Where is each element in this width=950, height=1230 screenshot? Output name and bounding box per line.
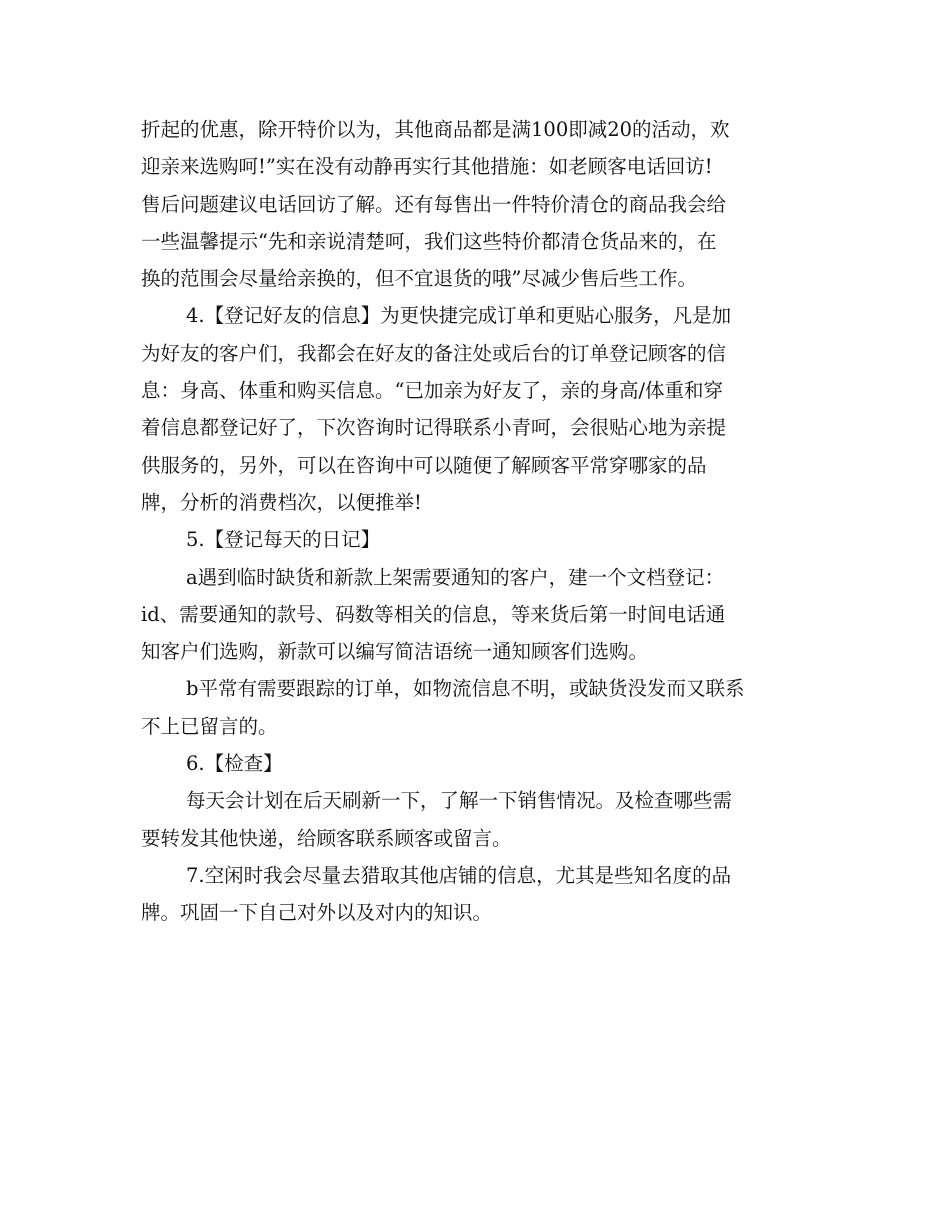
text-line: 折起的优惠，除开特价以为，其他商品都是满100即减20的活动，欢: [141, 118, 730, 141]
text-line: id、需要通知的款号、码数等相关的信息，等来货后第一时间电话通: [141, 602, 726, 626]
text-line: 牌，分析的消费档次，以便推举!: [141, 490, 422, 514]
document-body: [141, 111, 816, 932]
text-line: 知客户们选购，新款可以编写简洁语统一通知顾客们选购。: [141, 640, 649, 664]
section-5-heading: 5.【登记每天的日记】: [186, 528, 381, 552]
text-line: 供服务的，另外，可以在咨询中可以随便了解顾客平常穿哪家的品: [141, 453, 707, 477]
text-line: 要转发其他快递，给顾客联系顾客或留言。: [141, 826, 512, 850]
section-6-body-line: 每天会计划在后天刷新一下，了解一下销售情况。及检查哪些需: [186, 789, 733, 813]
item-a-line: a遇到临时缺货和新款上架需要通知的客户，建一个文档登记：: [186, 565, 725, 589]
text-line: 牌。巩固一下自己对外以及对内的知识。: [141, 901, 493, 925]
section-7-line: 7.空闲时我会尽量去猎取其他店铺的信息，尤其是些知名度的品: [186, 863, 732, 887]
text-line: 着信息都登记好了，下次咨询时记得联系小青呵，会很贴心地为亲提: [141, 416, 727, 440]
text-line: 息：身高、体重和购买信息。“已加亲为好友了，亲的身高/体重和穿: [141, 379, 724, 403]
section-6-heading: 6.【检查】: [186, 752, 283, 776]
text-line: 售后问题建议电话回访了解。还有每售出一件特价清仓的商品我会给: [141, 192, 727, 216]
text-line: 不上已留言的。: [141, 714, 278, 738]
item-b-line: b平常有需要跟踪的订单，如物流信息不明，或缺货没发而又联系: [186, 677, 745, 701]
text-line: 一些温馨提示“先和亲说清楚呵，我们这些特价都清仓货品来的，在: [141, 229, 717, 253]
text-line: 换的范围会尽量给亲换的，但不宜退货的哦”尽减少售后些工作。: [141, 267, 697, 291]
text-line: 为好友的客户们，我都会在好友的备注处或后台的订单登记顾客的信: [141, 341, 727, 365]
text-line: 迎亲来选购呵!”实在没有动静再实行其他措施：如老顾客电话回访!: [141, 155, 713, 179]
section-4-heading-line: 4.【登记好友的信息】为更快捷完成订单和更贴心服务，凡是加: [186, 304, 732, 328]
